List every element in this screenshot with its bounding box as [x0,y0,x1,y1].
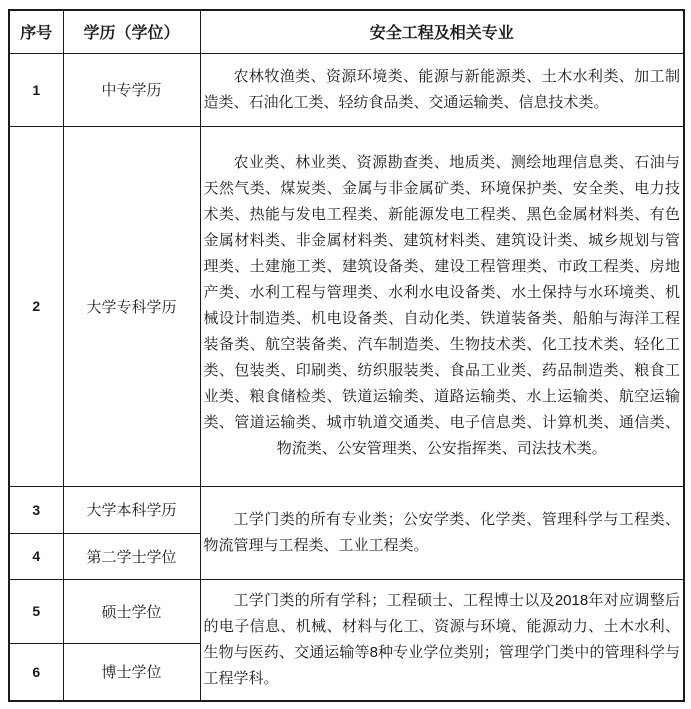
majors-cell-merged [200,486,684,579]
majors-cell [200,53,684,126]
serial-number-cell: 3 [9,486,63,533]
serial-number-cell: 2 [9,126,63,486]
table-row [9,126,684,486]
degree-cell: 博士学位 [63,643,200,701]
degree-cell: 大学专科学历 [63,126,200,486]
table-row [9,579,684,643]
degree-cell: 第二学士学位 [63,533,200,579]
majors-text: 工学门类的所有学科；工程硕士、工程博士以及2018年对应调整后的电子信息、机械、材料与化工、资源与环境、能源动力、土木水利、生物与医药、交通运输等8种专业学位类别；管理学门类中的管理科学与工程学科。 [203,591,680,687]
header-majors: 安全工程及相关专业 [200,10,684,53]
serial-number-cell: 6 [9,643,63,701]
degree-cell: 大学本科学历 [63,486,200,533]
education-majors-table [8,9,685,702]
serial-number-cell: 5 [9,579,63,643]
majors-text: 农业类、林业类、资源勘查类、地质类、测绘地理信息类、石油与天然气类、煤炭类、金属与非金属矿类、环境保护类、安全类、电力技术类、热能与发电工程类、新能源发电工程类、黑色金属材料类、有色金属材料类、非金属材料类、建筑材料类、建筑设计类、城乡规划与管理类、土建施工类、建筑设备类、建设工程管理类、市政工程类、房地产类、水利工程与管理类、水利水电设备类、水土保持与水环境类、机械设计制造类、机电设备类、自动化类、铁道装备类、船舶与海洋工程装备类、航空装备类、汽车制造类、生物技术类、化工技术类、轻化工类、包装类、印刷类、纺织服装类、食品工业类、药品制造类、粮食工业类、粮食储检类、铁道运输类、道路运输类、水上运输类、航空运输类、管道运输类、城市轨道交通类、电子信息类、计算机类、通信类、物流类、公安管理类、公安指挥类、司法技术类。 [203,154,680,457]
table-header-row [9,10,684,53]
table-row [9,53,684,126]
serial-number-cell: 4 [9,533,63,579]
majors-cell [200,126,684,486]
degree-cell: 硕士学位 [63,579,200,643]
header-serial-number: 序号 [9,10,63,53]
table-row [9,486,684,533]
serial-number-cell: 1 [9,53,63,126]
majors-cell-merged [200,579,684,701]
majors-text: 农林牧渔类、资源环境类、能源与新能源类、土木水利类、加工制造类、石油化工类、轻纺食品类、交通运输类、信息技术类。 [203,67,680,111]
majors-text: 工学门类的所有专业类；公安学类、化学类、管理科学与工程类、物流管理与工程类、工业工程类。 [203,510,680,554]
header-degree: 学历（学位） [63,10,200,53]
degree-cell: 中专学历 [63,53,200,126]
